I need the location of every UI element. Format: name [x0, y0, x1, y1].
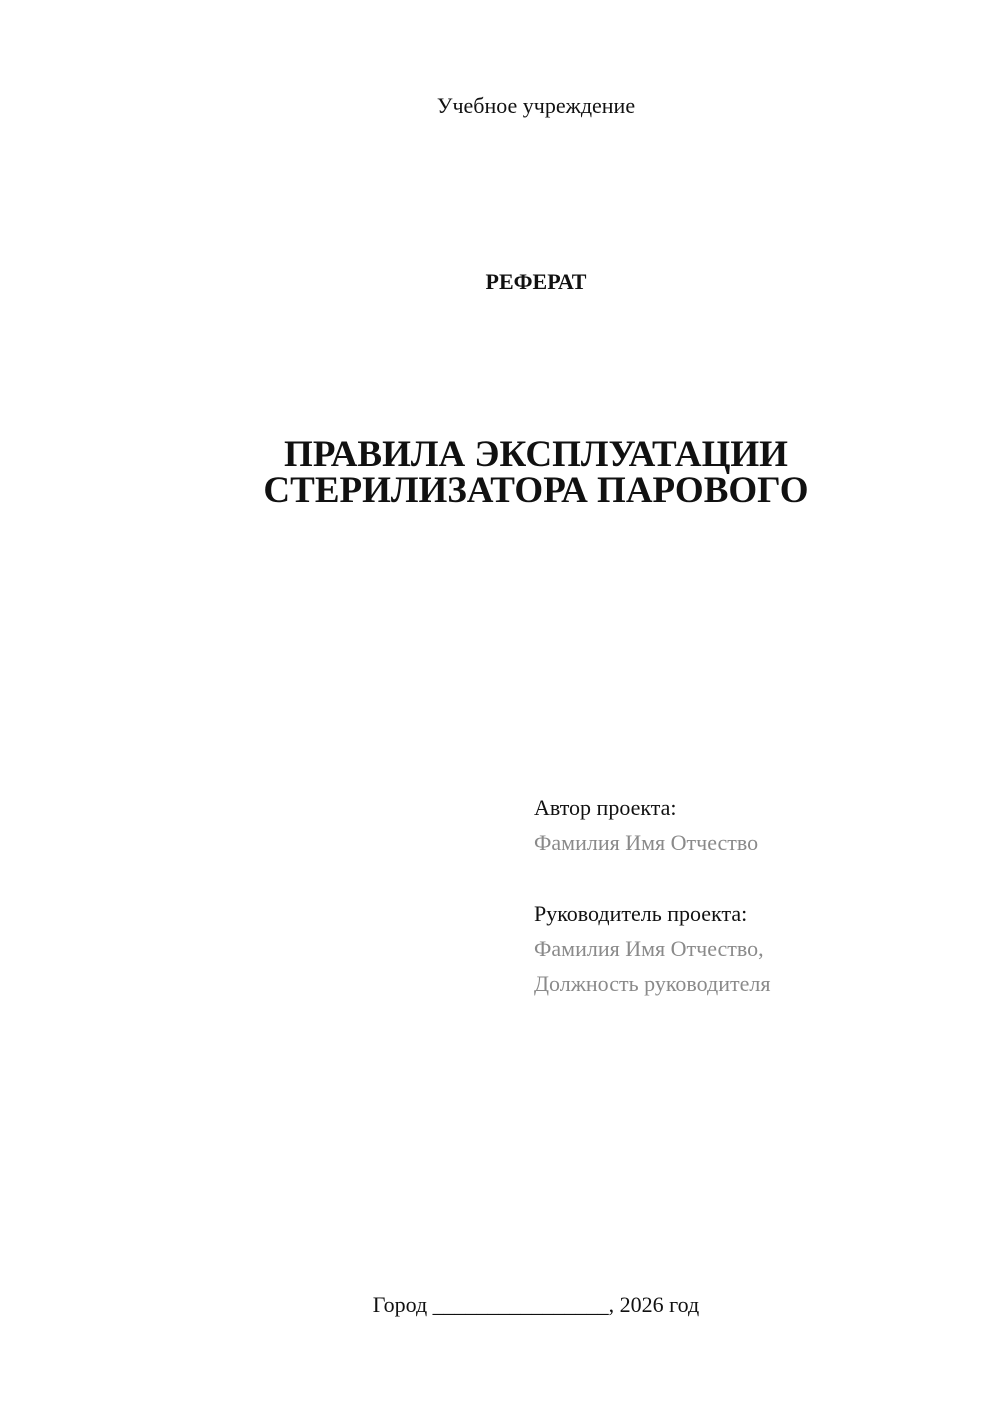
institution-name: Учебное учреждение	[436, 93, 636, 118]
info-spacer	[534, 860, 974, 896]
document-title	[0, 434, 1000, 511]
supervisor-position: Должность руководителя	[534, 971, 771, 996]
project-info	[534, 790, 974, 1001]
author-label: Автор проекта:	[534, 795, 677, 820]
supervisor-label: Руководитель проекта:	[534, 901, 748, 926]
supervisor-name: Фамилия Имя Отчество,	[534, 936, 764, 961]
city-year-line: Город ________________, 2026 год	[372, 1292, 700, 1317]
title-line-2: СТЕРИЛИЗАТОРА ПАРОВОГО	[263, 470, 809, 511]
document-type: РЕФЕРАТ	[485, 269, 587, 294]
title-line-1: ПРАВИЛА ЭКСПЛУАТАЦИИ	[284, 434, 788, 475]
author-name: Фамилия Имя Отчество	[534, 830, 759, 855]
